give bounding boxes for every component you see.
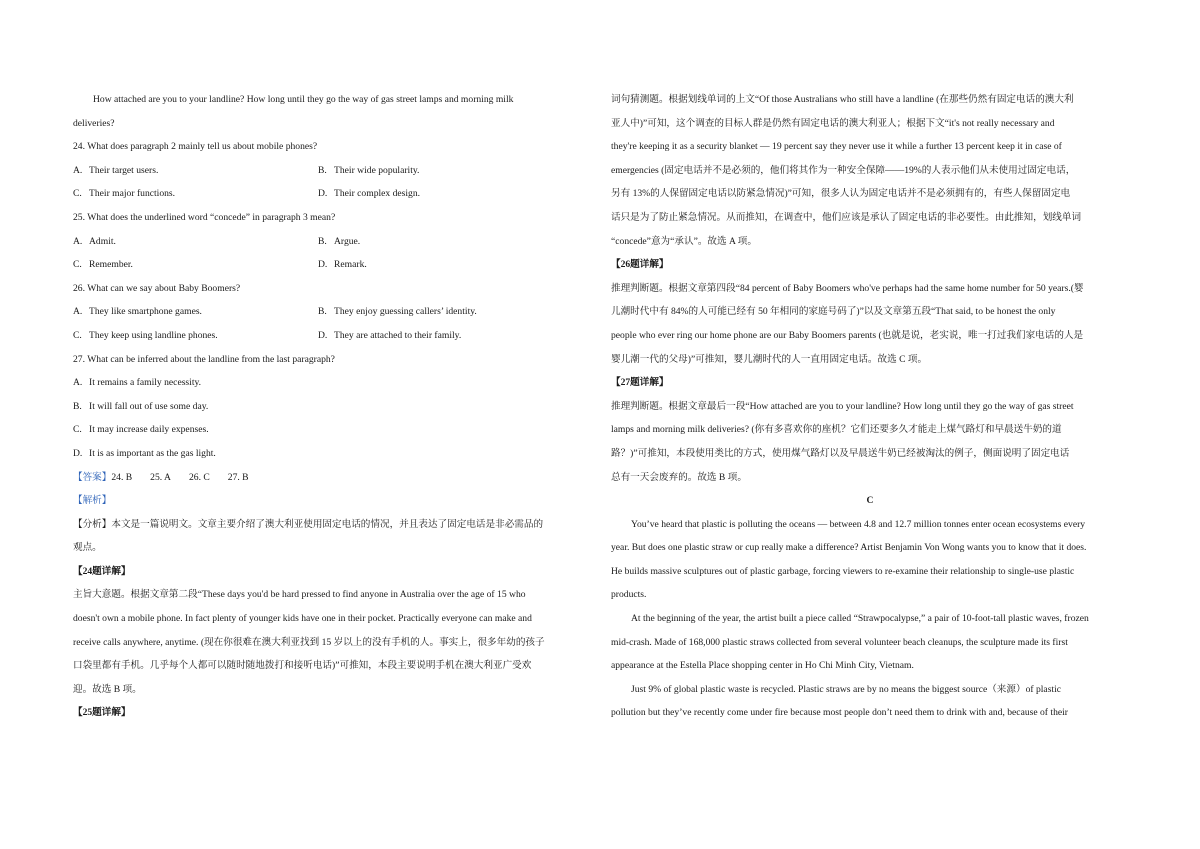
option-b: B. It will fall out of use some day. [73,400,209,412]
question-stem: 26. What can we say about Baby Boomers? [73,282,241,294]
answer-label: 【答案】 [73,471,112,483]
option-d: D. It is as important as the gas light. [73,447,216,459]
analysis-label: 【解析】 [73,495,112,507]
q26-explanation-title: 【26题详解】 [611,259,669,271]
option-row [73,230,593,254]
passage-line: How attached are you to your landline? How long until they go the way of gas street lamps and morning milk [93,94,514,105]
option-row [73,300,593,324]
q25-explanation: 词句猜测题。根据划线单词的上文“Of those Australians who still have a landline (在那些仍然有固定电话的澳大利 亚人中)”可知，这个调查的目标人群是仍然有固定电话的澳大利亚人；根据下文“it's not really necessary and they're keeping it as a security blanket — 19 percent say they never use it while a further 13 percent keep it in case of emergencies (固定电话并不是必须的，他们将其作为一种安全保障——19%的人表示他们从未使用过固定电话， 另有 13%的人保留固定电话以防紧急情况)”可知，很多人认为固定电话并不是必须拥有的，有些人保留固定电 话只是为了防止紧急情况。从而推知，在调查中，他们应该是承认了固定电话的非必要性。由此推知，划线单词 “concede”意为“承认”。故选 A 项。 [611,94,1082,247]
option-a: A. Admit. [73,235,116,247]
option-row [73,182,593,206]
option-b: B. They enjoy guessing callers’ identity. [318,306,477,318]
passage-last-paragraph [73,88,593,135]
section-c-heading: C [866,495,874,507]
right-column [611,88,1129,725]
answer-26: 26. C [188,471,210,483]
passage-line: deliveries? [73,117,115,129]
option-b: B. Their wide popularity. [318,164,420,176]
q24-explanation-title: 【24题详解】 [73,565,131,577]
q25-explanation-title: 【25题详解】 [73,707,131,719]
question-stem: 24. What does paragraph 2 mainly tell us about mobile phones? [73,141,318,153]
answer-24: 24. B [111,471,133,483]
q26-explanation: 推理判断题。根据文章第四段“84 percent of Baby Boomers who've perhaps had the same home number for 50 years.(婴 儿潮时代中有 84%的人可能已经有 50 年相同的家庭号码了)”以及文章第五段“That said, to be honest the only people who ever ring our home phone are our Baby Boomers parents (也就是说，老实说，唯一打过我们家电话的人是 婴儿潮一代的父母)”可推知，婴儿潮时代的人一直用固定电话。故选 C 项。 [611,282,1084,365]
option-a: A. It remains a family necessity. [73,377,202,389]
analysis-summary: 【分析】本文是一篇说明文。文章主要介绍了澳大利亚使用固定电话的情况，并且表达了固定电话是非必需品的 观点。 [73,518,544,554]
option-c: C. Remember. [73,259,133,271]
option-d: D. Their complex design. [318,188,421,200]
option-row [73,253,593,277]
option-a: A. They like smartphone games. [73,306,202,318]
option-d: D. Remark. [318,259,367,271]
option-row [73,159,593,183]
q24-explanation: 主旨大意题。根据文章第二段“These days you'd be hard pressed to find anyone in Australia over the age of 15 who doesn't own a mobile phone. In fact plenty of younger kids have one in their pocket. Practically everyone can make and receive calls anywhere, anytime. (现在你很难在澳大利亚找到 15 岁以上的没有手机的人。事实上，很多年幼的孩子 口袋里都有手机。几乎每个人都可以随时随地拨打和接听电话)”可推知，本段主要说明手机在澳大利亚广受欢 迎。故选 B 项。 [73,589,545,695]
answer-25: 25. A [150,471,171,483]
option-c: C. Their major functions. [73,188,176,200]
q27-explanation: 推理判断题。根据文章最后一段“How attached are you to your landline? How long until they go the way of gas street lamps and morning milk deliveries? (你有多喜欢你的座机？它们还要多久才能走上煤气路灯和早晨送牛奶的道 路？)”可推知，本段使用类比的方式，使用煤气路灯以及早晨送牛奶已经被淘汰的例子，侧面说明了固定电话 总有一天会废弃的。故选 B 项。 [611,400,1074,483]
option-c: C. They keep using landline phones. [73,329,218,341]
left-column [73,88,593,725]
option-row [73,324,593,348]
answer-line [73,466,593,490]
question-stem: 27. What can be inferred about the landline from the last paragraph? [73,353,335,365]
passage-c-paragraph-3: Just 9% of global plastic waste is recycled. Plastic straws are by no means the biggest source（来源）of plastic pollution but they’ve recently come under fire because most people don’t need them to drink with and, because of their [611,683,1068,719]
passage-c-paragraph-1: You’ve heard that plastic is polluting the oceans — between 4.8 and 12.7 million tonnes enter ocean ecosystems every year. But does one plastic straw or cup really make a difference? Artist Benjamin Von Wong wants you to know that it does. He builds massive sculptures out of plastic garbage, forcing viewers to re-examine their relationship to single-use plastic products. [611,518,1087,601]
answer-27: 27. B [227,471,249,483]
passage-c-paragraph-2: At the beginning of the year, the artist built a piece called “Strawpocalypse,” a pair of 10-foot-tall plastic waves, frozen mid-crash. Made of 168,000 plastic straws collected from several volunteer beach cleanups, the sculpture made its first appearance at the Estella Place shopping center in Ho Chi Minh City, Vietnam. [611,613,1089,672]
option-a: A. Their target users. [73,164,159,176]
question-stem: 25. What does the underlined word “concede” in paragraph 3 mean? [73,211,336,223]
option-d: D. They are attached to their family. [318,329,462,341]
option-b: B. Argue. [318,235,361,247]
q27-explanation-title: 【27题详解】 [611,377,669,389]
option-c: C. It may increase daily expenses. [73,424,209,436]
